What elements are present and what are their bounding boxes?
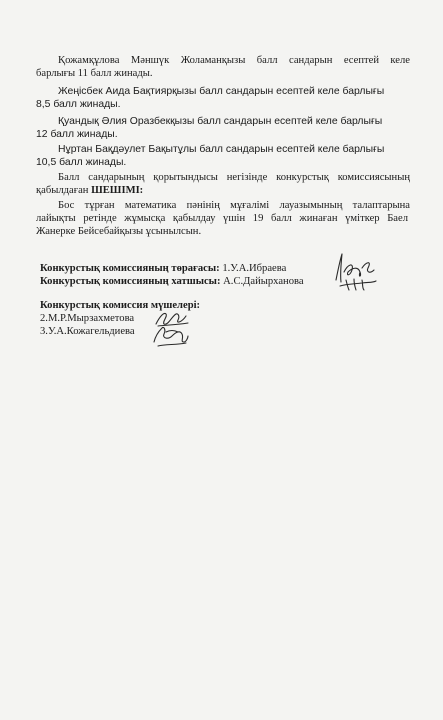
paragraph-5-prefix: қабылдаған xyxy=(36,185,89,196)
paragraph-6-line-2: лайықты ретінде жұмысқа қабылдау үшін 19 балл жинаған үміткер Баел xyxy=(36,213,408,224)
secretary-name: А.С.Дайырханова xyxy=(223,276,304,287)
paragraph-5-line-2 xyxy=(36,185,408,197)
paragraph-1-line-2: барлығы 11 балл жинады. xyxy=(36,68,153,79)
paragraph-6-line-3: Жанерке Бейсебайқызы ұсынылсын. xyxy=(36,226,202,237)
paragraph-2-line-2: 8,5 балл жинады. xyxy=(36,99,121,110)
member-3: 3.У.А.Кожагельдиева xyxy=(40,326,135,337)
paragraph-2-line-1: Жеңісбек Аида Бақтиярқызы балл сандарын есептей келе барлығы xyxy=(58,86,385,97)
paragraph-6-line-1: Бос тұрған математика пәнінің мұғалімі лауазымының талаптарына xyxy=(58,200,410,211)
members-label: Конкурстық комиссия мүшелері: xyxy=(40,300,201,311)
paragraph-1-line-1: Қожамқұлова Мәншүк Жоламанқызы балл сандарын есептей келе xyxy=(58,55,410,66)
chair-signature xyxy=(332,250,380,294)
paragraph-3-line-1: Қуандық Әлия Оразбекқызы балл сандарын есептей келе барлығы xyxy=(58,116,383,127)
chair-label: Конкурстық комиссияның төрағасы: xyxy=(40,263,220,274)
paragraph-3-line-2: 12 балл жинады. xyxy=(36,129,118,140)
secretary-label: Конкурстық комиссияның хатшысы: xyxy=(40,276,221,287)
paragraph-4-line-1: Нұртан Бақдәулет Бақытұлы балл сандарын есептей келе барлығы xyxy=(58,144,385,155)
decision-heading: ШЕШІМІ: xyxy=(91,185,144,196)
paragraph-4-line-2: 10,5 балл жинады. xyxy=(36,157,127,168)
chair-name: 1.У.А.Ибраева xyxy=(222,263,287,274)
paragraph-5-line-1: Балл сандарының қорытындысы негізінде конкурстық комиссиясының xyxy=(58,172,410,183)
member-3-signature xyxy=(150,324,192,350)
member-2: 2.М.Р.Мырзахметова xyxy=(40,313,135,324)
